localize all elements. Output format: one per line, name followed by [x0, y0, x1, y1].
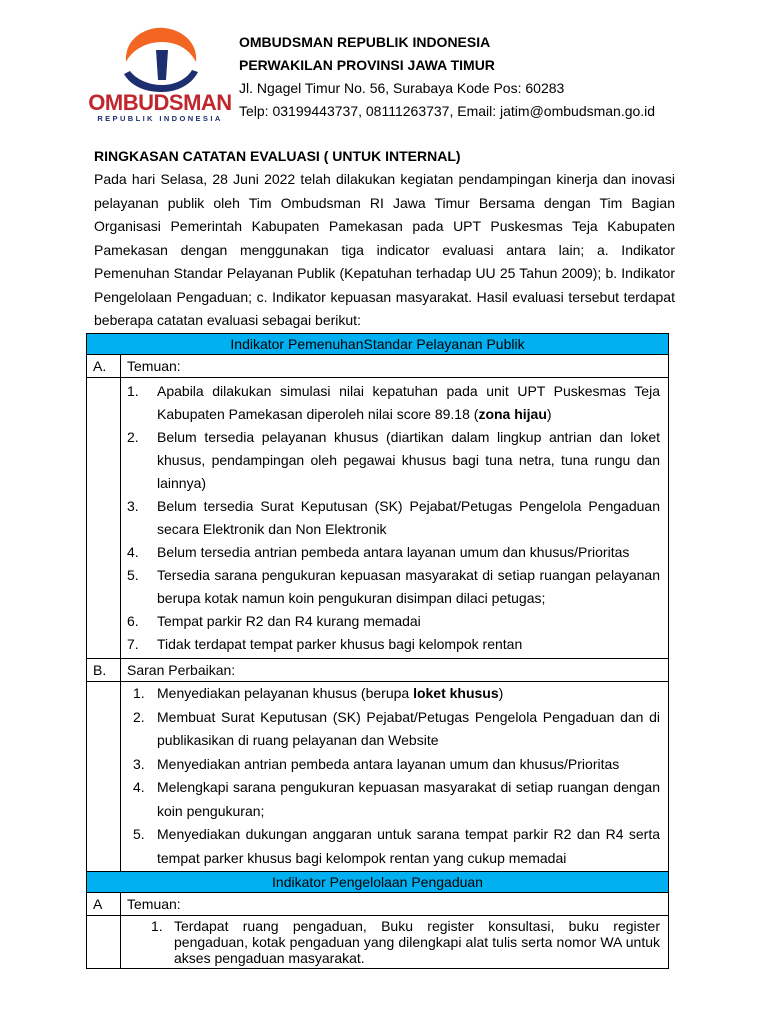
finding-item-text: Apabila dilakukan simulasi nilai kepatuhan pada unit UPT Puskesmas Teja Kabupaten Pamekasan diperoleh nilai score 89.18 (	[157, 383, 660, 422]
finding-item-text: Tempat parkir R2 dan R4 kurang memadai	[157, 613, 421, 629]
saran-title: Saran Perbaikan:	[121, 659, 669, 682]
saran-item-text: Menyediakan pelayanan khusus (berupa	[157, 685, 414, 701]
finding-item-text: Belum tersedia pelayanan khusus (diartikan dalam lingkup antrian dan loket khusus, pendampingan oleh pegawai khusus bagi tuna netra, tuna rungu dan lainnya)	[157, 429, 660, 491]
empty-label-cell	[87, 378, 121, 659]
finding-item	[121, 564, 668, 610]
row-label-a: A.	[87, 355, 121, 378]
finding-item-number: 6.	[127, 613, 139, 629]
finding-item-number: 5.	[127, 567, 139, 583]
saran-cell	[121, 682, 669, 872]
finding-item-number: 1.	[151, 918, 163, 934]
intro-paragraph: Pada hari Selasa, 28 Juni 2022 telah dilakukan kegiatan pendampingan kinerja dan inovasi pelayanan publik oleh Tim Ombudsman RI Jawa Timur Bersama dengan Tim Bagian Organisasi Pemerintah Kabupaten Pamekasan pada UPT Puskesmas Teja Kabupaten Pamekasan dengan menggunakan tiga indicator evaluasi antara lain; a. Indikator Pemenuhan Standar Pelayanan Publik (Kepatuhan terhadap UU 25 Tahun 2009); b. Indikator Pengelolaan Pengaduan; c. Indikator kepuasan masyarakat. Hasil evaluasi tersebut terdapat beberapa catatan evaluasi sebagai berikut:	[94, 171, 675, 328]
finding-item	[121, 380, 668, 426]
finding-item	[121, 495, 668, 541]
evaluation-table	[86, 333, 669, 969]
row-label-b: B.	[87, 659, 121, 682]
finding-item-number: 2.	[127, 429, 139, 445]
finding-item-number: 3.	[127, 498, 139, 514]
saran-item-text: Menyediakan dukungan anggaran untuk sarana tempat parkir R2 dan R4 serta tempat parker khusus bagi kelompok rentan yang cukup memadai	[157, 826, 660, 866]
ombudsman-logo	[86, 22, 234, 124]
saran-item	[121, 753, 668, 777]
org-branch: PERWAKILAN PROVINSI JAWA TIMUR	[239, 57, 495, 73]
section-heading-standar: Indikator PemenuhanStandar Pelayanan Publik	[87, 334, 669, 355]
org-contact: Telp: 03199443737, 08111263737, Email: jatim@ombudsman.go.id	[239, 103, 656, 119]
finding-item	[121, 633, 668, 656]
saran-item-emphasis: loket khusus	[413, 685, 499, 701]
saran-item-text: Menyediakan antrian pembeda antara layanan umum dan khusus/Prioritas	[157, 755, 620, 772]
finding-item-tail: )	[546, 406, 552, 422]
finding-item-number: 4.	[127, 544, 139, 560]
logo-wordmark: OMBUDSMAN	[88, 90, 232, 115]
finding-item-emphasis: zona hijau	[478, 406, 547, 422]
finding-item-text: Tersedia sarana pengukuran kepuasan masyarakat di setiap ruangan pelayanan berupa kotak namun koin pengukuran disimpan dilaci petugas;	[157, 567, 660, 606]
saran-item	[121, 776, 668, 823]
org-address: Jl. Ngagel Timur No. 56, Surabaya Kode Pos: 60283	[239, 80, 565, 96]
saran-item-number: 5.	[133, 826, 145, 842]
saran-item-number: 4.	[133, 779, 145, 795]
temuan-title-2: Temuan:	[121, 893, 669, 916]
findings-cell-2	[121, 916, 669, 969]
org-header	[239, 31, 655, 123]
saran-item-tail: )	[498, 685, 504, 701]
temuan-title: Temuan:	[121, 355, 669, 378]
finding-item	[121, 918, 668, 966]
saran-item	[121, 823, 668, 870]
row-label-a2: A	[87, 893, 121, 916]
saran-item-text: Membuat Surat Keputusan (SK) Pejabat/Petugas Pengelola Pengaduan dan di publikasikan di ruang pelayanan dan Website	[157, 708, 660, 748]
finding-item-text: Tidak terdapat tempat parker khusus bagi kelompok rentan	[157, 636, 523, 652]
finding-item	[121, 541, 668, 564]
saran-item	[121, 706, 668, 753]
empty-label-cell	[87, 916, 121, 969]
saran-item	[121, 682, 668, 706]
finding-item	[121, 610, 668, 633]
org-name: OMBUDSMAN REPUBLIK INDONESIA	[239, 34, 491, 50]
saran-list	[121, 682, 668, 871]
saran-item-number: 2.	[133, 708, 145, 725]
finding-item	[121, 426, 668, 495]
findings-list	[121, 378, 668, 658]
saran-item-number: 3.	[133, 755, 145, 772]
finding-item-number: 1.	[127, 383, 139, 399]
saran-item-number: 1.	[133, 685, 145, 701]
finding-item-text: Terdapat ruang pengaduan, Buku register konsultasi, buku register pengaduan, kotak pengaduan yang dilengkapi alat tulis serta nomor WA untuk akses pengaduan masyarakat.	[174, 918, 660, 966]
findings-list-2	[121, 916, 668, 968]
finding-item-number: 7.	[127, 636, 139, 652]
ombudsman-emblem-icon	[86, 22, 234, 92]
finding-item-text: Belum tersedia antrian pembeda antara layanan umum dan khusus/Prioritas	[157, 544, 630, 560]
section-heading-pengaduan: Indikator Pengelolaan Pengaduan	[87, 872, 669, 893]
logo-subtitle: REPUBLIK INDONESIA	[97, 114, 223, 123]
saran-item-text: Melengkapi sarana pengukuran kepuasan masyarakat di setiap ruangan dengan koin pengukuran;	[157, 779, 660, 819]
document-title: RINGKASAN CATATAN EVALUASI ( UNTUK INTERNAL)	[94, 148, 461, 164]
finding-item-text: Belum tersedia Surat Keputusan (SK) Pejabat/Petugas Pengelola Pengaduan secara Elektronik dan Non Elektronik	[157, 498, 660, 537]
findings-cell	[121, 378, 669, 659]
empty-label-cell	[87, 682, 121, 872]
